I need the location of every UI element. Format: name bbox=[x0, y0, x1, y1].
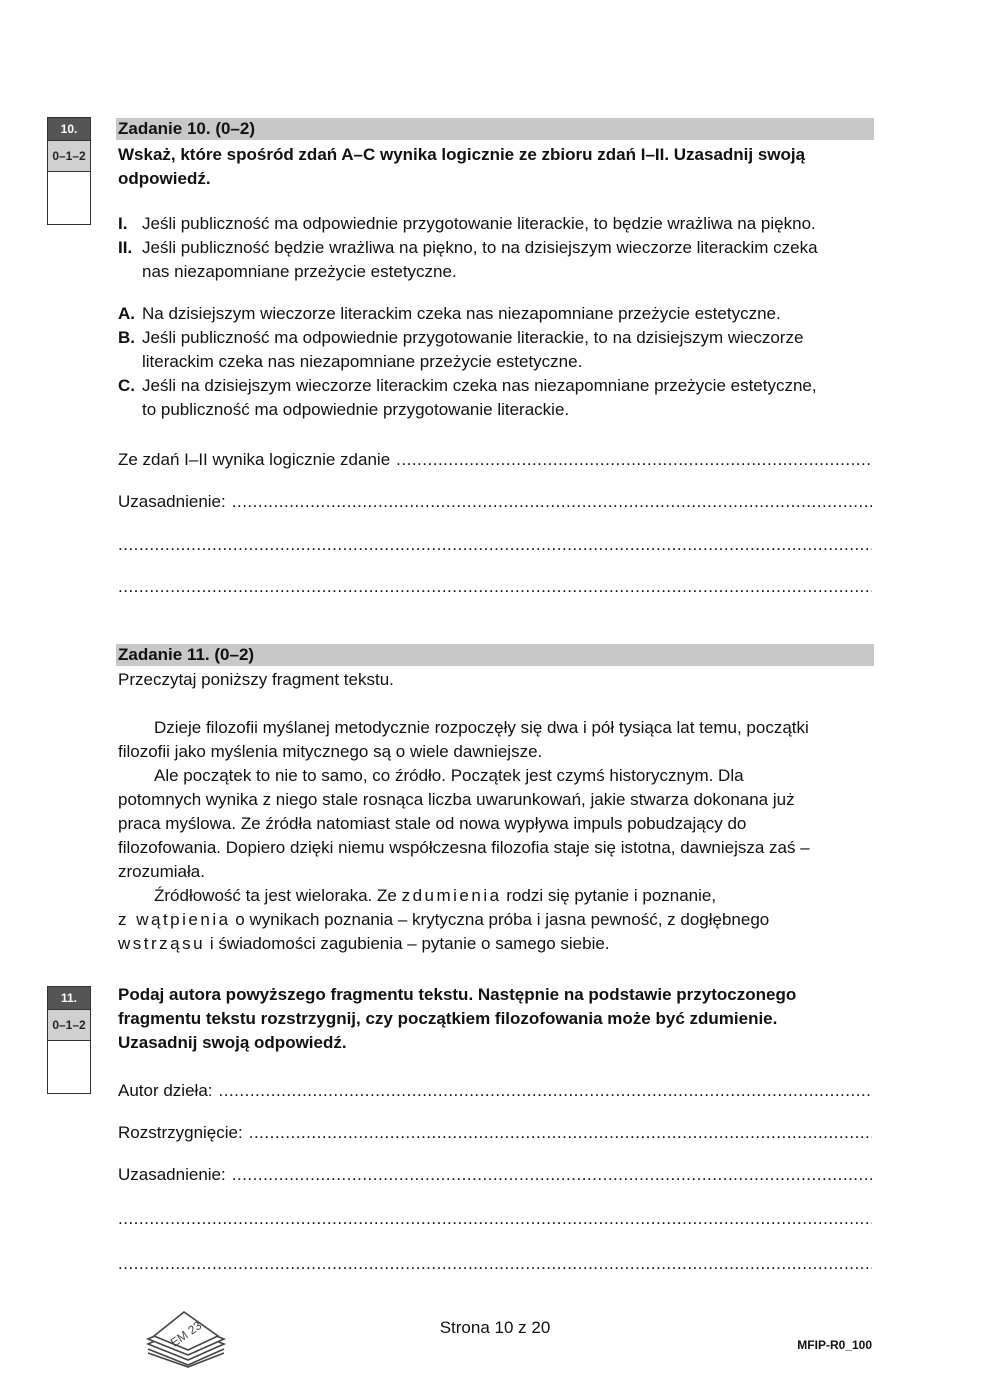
task11-points: 0–1–2 bbox=[48, 1009, 90, 1040]
text-line bbox=[118, 908, 874, 932]
task10-instruction bbox=[118, 143, 872, 191]
premise-label: II. bbox=[118, 238, 133, 257]
premise-text-cont: nas niezapomniane przeżycie estetyczne. bbox=[142, 262, 457, 281]
justification-label: Uzasadnienie: bbox=[118, 492, 226, 511]
task10-justification-line[interactable] bbox=[118, 490, 872, 514]
text-line: Dzieje filozofii myślanej metodycznie rozpoczęły się dwa i pół tysiąca lat temu, początki bbox=[154, 718, 809, 737]
option-text: Na dzisiejszym wieczorze literackim czeka nas niezapomniane przeżycie estetyczne. bbox=[142, 304, 781, 323]
task11-question bbox=[118, 983, 872, 1055]
premise-text: Jeśli publiczność ma odpowiednie przygotowanie literackie, to będzie wrażliwa na piękno. bbox=[142, 214, 816, 233]
option-label: A. bbox=[118, 304, 135, 323]
text-line: Ale początek to nie to samo, co źródło. Początek jest czymś historycznym. Dla bbox=[154, 766, 744, 785]
dotted-field[interactable] bbox=[118, 533, 872, 557]
dotted-field[interactable] bbox=[118, 575, 872, 599]
text-line: filozofii jako myślenia mitycznego są o wiele dawniejsze. bbox=[118, 742, 543, 761]
option-A bbox=[118, 302, 878, 326]
task10-instruction-line1: Wskaż, które spośród zdań A–C wynika logicznie ze zbioru zdań I–II. Uzasadnij swoją bbox=[118, 145, 806, 164]
question-line: Uzasadnij swoją odpowiedź. bbox=[118, 1033, 347, 1052]
author-line[interactable] bbox=[118, 1079, 872, 1103]
task11-intro: Przeczytaj poniższy fragment tekstu. bbox=[118, 670, 394, 689]
spaced-word: zdumienia bbox=[401, 886, 502, 905]
text-line: potomnych wynika z niego stale rosnąca liczba uwarunkowań, jakie stwarza dokonana już bbox=[118, 790, 795, 809]
dotted-field[interactable] bbox=[118, 1207, 872, 1231]
option-text: Jeśli na dzisiejszym wieczorze literackim czeka nas niezapomniane przeżycie estetyczne, bbox=[142, 376, 817, 395]
option-text-cont: to publiczność ma odpowiednie przygotowanie literackie. bbox=[142, 400, 570, 419]
task10-answer-line[interactable] bbox=[118, 448, 872, 472]
task11-number: 11. bbox=[48, 987, 90, 1009]
task10-instruction-line2: odpowiedź. bbox=[118, 169, 211, 188]
text-span: Źródłowość ta jest wieloraka. Ze bbox=[154, 886, 397, 905]
task11-justification-line2[interactable] bbox=[118, 1207, 872, 1231]
option-text: Jeśli publiczność ma odpowiednie przygotowanie literackie, to na dzisiejszym wieczorze bbox=[142, 328, 804, 347]
question-line: Podaj autora powyższego fragmentu tekstu. Następnie na podstawie przytoczonego bbox=[118, 985, 797, 1004]
text-span: rodzi się pytanie i poznanie, bbox=[506, 886, 717, 905]
text-line bbox=[118, 932, 874, 956]
resolution-line[interactable] bbox=[118, 1121, 872, 1145]
premise-I bbox=[118, 212, 878, 236]
task10-score-box bbox=[47, 117, 91, 225]
premise-label: I. bbox=[118, 214, 128, 233]
resolution-dotted-field[interactable] bbox=[249, 1121, 872, 1145]
quoted-text bbox=[118, 716, 874, 956]
text-span: i świadomości zagubienia – pytanie o samego siebie. bbox=[209, 934, 610, 953]
task11-score-box bbox=[47, 986, 91, 1094]
task11-justification-line[interactable] bbox=[118, 1163, 872, 1187]
resolution-label: Rozstrzygnięcie: bbox=[118, 1123, 243, 1142]
task11-score-field[interactable] bbox=[48, 1040, 90, 1093]
answer-label: Ze zdań I–II wynika logicznie zdanie bbox=[118, 450, 391, 469]
spaced-word: wstrząsu bbox=[118, 934, 206, 953]
task10-score-field[interactable] bbox=[48, 171, 90, 224]
svg-text:EM 23: EM 23 bbox=[167, 1318, 205, 1350]
author-label: Autor dzieła: bbox=[118, 1081, 213, 1100]
option-C bbox=[118, 374, 878, 422]
option-B bbox=[118, 326, 878, 374]
text-span: o wynikach poznania – krytyczna próba i jasna pewność, z dogłębnego bbox=[235, 910, 770, 929]
premise-text: Jeśli publiczność będzie wrażliwa na piękno, to na dzisiejszym wieczorze literackim czeka bbox=[142, 238, 818, 257]
option-label: C. bbox=[118, 376, 135, 395]
option-text-cont: literackim czeka nas niezapomniane przeżycie estetyczne. bbox=[142, 352, 583, 371]
author-dotted-field[interactable] bbox=[219, 1079, 873, 1103]
justification-dotted-field[interactable] bbox=[232, 490, 872, 514]
task10-points: 0–1–2 bbox=[48, 140, 90, 171]
task10-header: Zadanie 10. (0–2) bbox=[116, 118, 874, 140]
task10-justification-line3[interactable] bbox=[118, 575, 872, 599]
task11-justification-line3[interactable] bbox=[118, 1252, 872, 1276]
task11-header: Zadanie 11. (0–2) bbox=[116, 644, 874, 666]
task10-justification-line2[interactable] bbox=[118, 533, 872, 557]
spaced-word: z wątpienia bbox=[118, 910, 231, 929]
option-label: B. bbox=[118, 328, 135, 347]
answer-dotted-field[interactable] bbox=[396, 448, 872, 472]
text-line bbox=[118, 884, 874, 908]
text-line: filozofowania. Dopiero dzięki niemu współczesna filozofia staje się istotna, dawniejsza zaś – bbox=[118, 838, 810, 857]
text-line: zrozumiała. bbox=[118, 862, 205, 881]
exam-code: MFIP-R0_100 bbox=[797, 1338, 872, 1352]
justification-dotted-field[interactable] bbox=[232, 1163, 872, 1187]
page-number: Strona 10 z 20 bbox=[439, 1318, 551, 1337]
justification-label: Uzasadnienie: bbox=[118, 1165, 226, 1184]
question-line: fragmentu tekstu rozstrzygnij, czy początkiem filozofowania może być zdumienie. bbox=[118, 1009, 778, 1028]
dotted-field[interactable] bbox=[118, 1252, 872, 1276]
task10-number: 10. bbox=[48, 118, 90, 140]
text-line: praca myślowa. Ze źródła natomiast stale od nowa wypływa impuls pobudzający do bbox=[118, 814, 747, 833]
premise-II bbox=[118, 236, 878, 284]
